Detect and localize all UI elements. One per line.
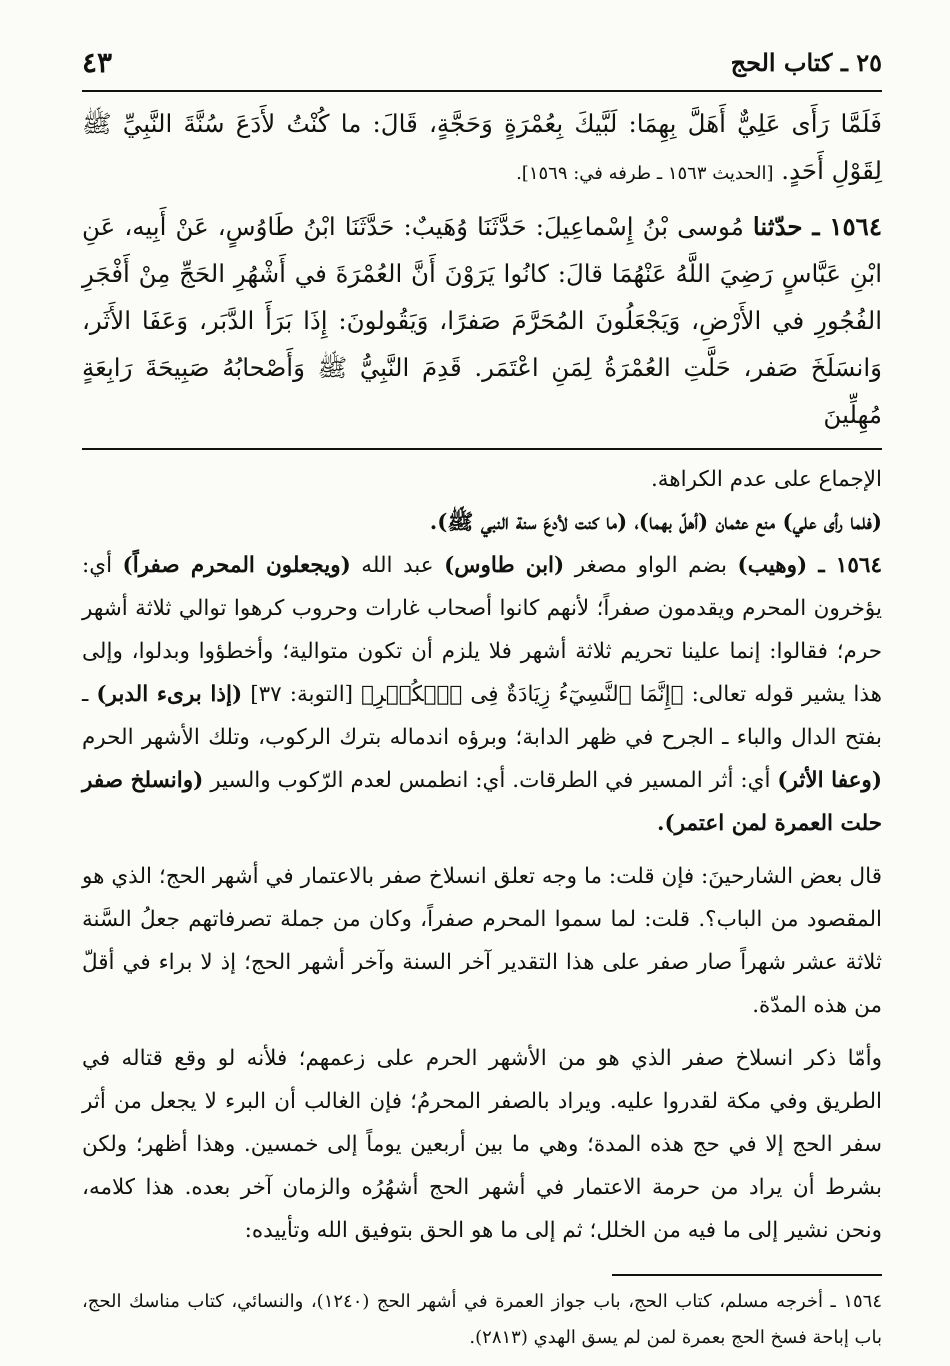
hadith-1563-ending: فَلَمَّا رَأَى عَلِيٌّ أَهَلَّ بِهِمَا: لَبَّيكَ بِعُمْرَةٍ وَحَجَّةٍ، قَالَ: ما كُنْتُ لأَدَعَ سُنَّةَ النَّبِيِّ ﷺ لِقَوْلِ أَحَدٍ. xyxy=(82,109,882,185)
commentary-line: الإجماع على عدم الكراهة. xyxy=(650,467,882,492)
hadith-1564-text: مُوسى بْنُ إِسْماعِيلَ: حَدَّثَنَا وُهَيبٌ: حَدَّثَنَا ابْنُ طَاوُسٍ، عَنْ أَبِيه، عَنِ ابْنِ عَبَّاسٍ رَضِيَ اللَّهُ عَنْهُمَا قالَ: كانُوا يَرَوْنَ أَنَّ العُمْرَةَ في أَشْهُرِ الحَجِّ مِنْ أَفْجَرِ الفُجُورِ في الأَرْضِ، وَيَجْعَلُونَ المُحَرَّمَ صَفرًا، وَيَقُولونَ: إِذَا بَرَأَ الدَّبَر، وَعَفَا الأَثَر، وَانسَلَخَ صَفر، حَلَّتِ العُمْرَةُ لِمَنِ اعْتَمَر. قَدِمَ النَّبِيُّ ﷺ وَأَصْحابُهُ صَبِيحَةَ رَابِعَةٍ مُهِلِّينَ xyxy=(82,212,882,429)
commentary-run: بضم الواو مصغر xyxy=(564,553,738,578)
footnote-text: ١٥٦٤ ـ أخرجه مسلم، كتاب الحج، باب جواز العمرة في أشهر الحج (١٢٤٠)، والنسائي، كتاب مناسك الحج، باب إباحة فسخ الحج بعمرة لمن لم يسق الهدي (٢٨١٣). xyxy=(82,1291,883,1348)
commentary-hadith-number: ١٥٦٤ ـ (وهيب) xyxy=(737,553,882,578)
commentary-paragraph: وأمّا ذكر انسلاخ صفر الذي هو من الأشهر الحرم على زعمهم؛ فلأنه لو وقع قتاله في الطريق وفي مكة لقدروا عليه. ويراد بالصفر المحرمُ؛ فإن الغالب أن البرء لا يجعل من أثر سفر الحج إلا في حج هذه المدة؛ وهي ما بين أربعين يوماً إلى خمسين. وهذا أظهر؛ ولكن بشرط أن يراد من حرمة الاعتمار في أشهر الحج أشهُرُه والزمان آخر بعده. هذا كلامه، ونحن نشير إلى ما فيه من الخلل؛ ثم إلى ما هو الحق بتوفيق الله وتأييده: xyxy=(82,1046,882,1243)
commentary-quote: (وعفا الأثر) xyxy=(777,768,882,793)
hadith-text xyxy=(82,100,882,438)
commentary-paragraph xyxy=(82,544,882,845)
page-number: ٤٣ xyxy=(82,46,113,79)
commentary-line: (فلما رأى علي) منع عثمان (أهلّ بهما)، (ما كنت لأدعَ سنة النبي ﷺ). xyxy=(429,510,882,535)
book-page xyxy=(82,42,882,1356)
commentary-text xyxy=(82,458,882,1252)
commentary-run: ـ بفتح الدال والباء ـ الجرح في ظهر الدابة؛ وبرؤه اندماله بترك الركوب، وتلك الأشهر الحرم xyxy=(82,682,882,750)
page-header xyxy=(82,42,882,92)
hadith-number: ١٥٦٤ ـ حدّثنا xyxy=(752,212,882,241)
hadith-paragraph xyxy=(82,203,882,438)
hadith-reference: [الحديث ١٥٦٣ ـ طرفه في: ١٥٦٩]. xyxy=(516,163,774,184)
chapter-title: ٢٥ ـ كتاب الحج xyxy=(730,48,882,77)
commentary-paragraph: قال بعض الشارحينَ: فإن قلت: ما وجه تعلق انسلاخ صفر بالاعتمار في أشهر الحج؛ الذي هو المقصود من الباب؟. قلت: لما سموا المحرم صفراً، وكان من جملة تصرفاتهم جعلُ السَّنة ثلاثة عشر شهراً صار صفر على هذا التقدير آخر السنة وآخر أشهر الحج؛ إذ لا براء في أقلّ من هذه المدّة. xyxy=(82,864,882,1018)
commentary-quote: (ابن طاوس) xyxy=(444,553,565,578)
hadith-paragraph xyxy=(82,100,882,197)
commentary-run: عبد الله xyxy=(350,553,445,578)
commentary-quote: (إذا برىء الدبر) xyxy=(96,682,243,707)
footnote xyxy=(82,1284,882,1356)
commentary-run: أي: أثر المسير في الطرقات. أي: انطمس لعدم الرّكوب والسير xyxy=(203,768,778,793)
commentary-run: أي: يؤخرون المحرم ويقدمون صفراً؛ لأنهم كانوا أصحاب غارات وحروب كرهوا توالي ثلاثة أشهر حرم؛ فقالوا: إنما علينا تحريم ثلاثة أشهر فلا يلزم أن تكون متوالية؛ وأخطؤوا وبدلوا، وإلى هذا يشير قوله تعالى: ﴿إِنَّمَا ٱلنَّسِيٓءُ زِيَادَةٌ فِى ٱلۡكُفۡرِ﴾ [التوبة: ٣٧] xyxy=(82,553,882,707)
section-divider xyxy=(82,448,882,450)
commentary-quote: (وانسلخ صفر حلت العمرة لمن اعتمر). xyxy=(82,768,882,836)
footnote-rule xyxy=(612,1274,882,1276)
commentary-quote: (ويجعلون المحرم صفراً) xyxy=(122,553,351,578)
